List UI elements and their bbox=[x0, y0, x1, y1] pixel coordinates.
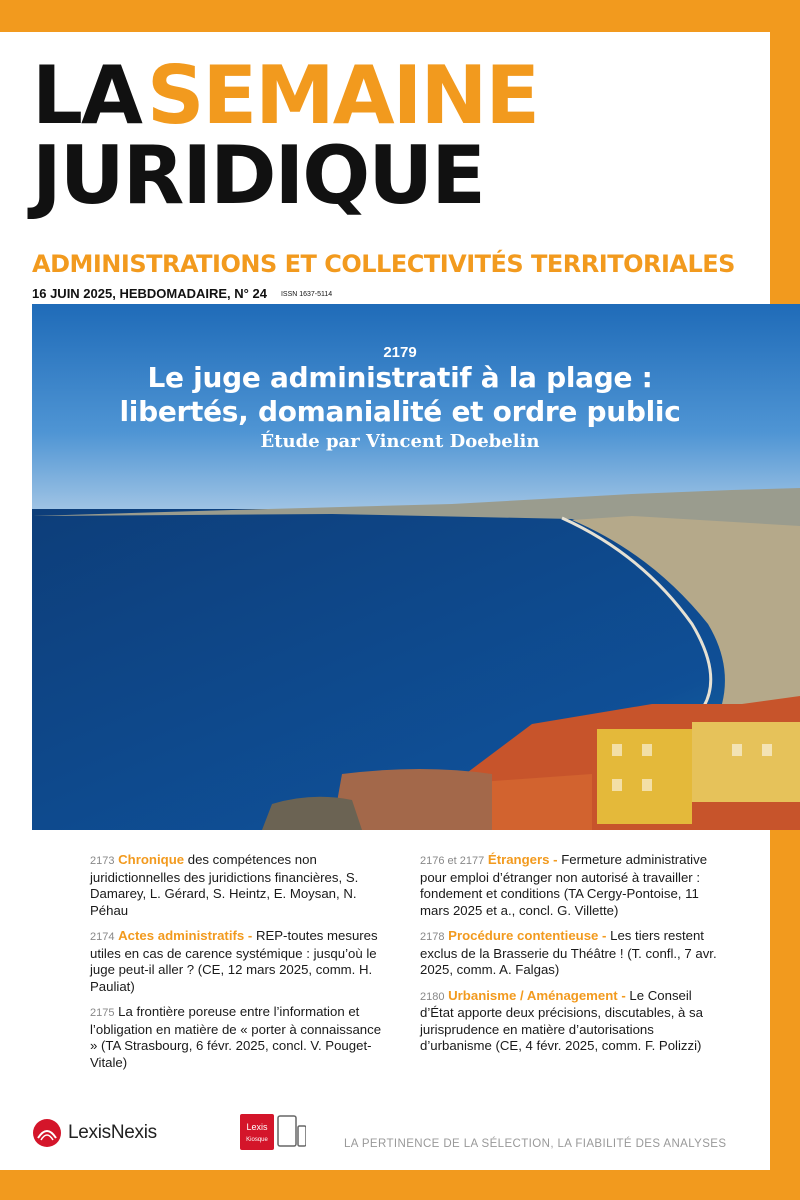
toc-text: REP-toutes mesures utiles en cas de carence systémique : jusqu’où le juge peut-il aller ? (CE, 12 mars 2025, comm. H. Pauliat) bbox=[90, 928, 378, 994]
toc-number: 2180 bbox=[420, 990, 445, 1003]
cover-photo bbox=[32, 304, 800, 830]
masthead-la: LA bbox=[32, 49, 141, 142]
cover-story-title-line-2: libertés, domanialité et ordre public bbox=[119, 395, 681, 428]
issue-date: 16 JUIN 2025, HEBDOMADAIRE, N° 24 bbox=[32, 286, 267, 301]
phone-icon bbox=[298, 1126, 306, 1146]
toc-number: 2176 et 2177 bbox=[420, 855, 485, 867]
toc-text: Le Conseil d’État apporte deux précisions, discutables, à sa jurisprudence en matière d’autorisations d’urbanisme (CE, 4 févr. 2025, comm. F. Polizzi) bbox=[420, 987, 703, 1053]
masthead-line-1 bbox=[32, 49, 539, 142]
tagline: LA PERTINENCE DE LA SÉLECTION, LA FIABILITÉ DES ANALYSES bbox=[344, 1138, 727, 1150]
toc-column-left bbox=[90, 852, 390, 1080]
toc-number: 2174 bbox=[90, 931, 115, 943]
toc-entry bbox=[90, 852, 390, 919]
toc-entry bbox=[420, 852, 720, 919]
toc-category: Chronique bbox=[118, 852, 185, 867]
toc-category: Étrangers - bbox=[487, 852, 558, 867]
toc-text: La frontière poreuse entre l’information et l’obligation en matière de « porter à connaissance » (TA Strasbourg, 6 févr. 2025, concl. V. Pouget-Vitale) bbox=[90, 1004, 382, 1070]
cover-story bbox=[32, 344, 768, 452]
toc-column-right bbox=[420, 852, 720, 1064]
toc-text: Fermeture administrative pour emploi d’étranger non autorisé à travailler : fondement et conditions (TA Cergy-Pontoise, 11 mars 2025 et a., concl. G. Villette) bbox=[420, 852, 708, 918]
toc-text: des compétences non juridictionnelles des juridictions financières, S. Damarey, L. Gérard, S. Heintz, E. Moysan, N. Péhau bbox=[90, 852, 359, 918]
issn: ISSN 1637-5114 bbox=[280, 291, 333, 299]
toc-number: 2173 bbox=[90, 855, 115, 867]
edition-subtitle: ADMINISTRATIONS ET COLLECTIVITÉS TERRITORIALES bbox=[32, 250, 735, 278]
cover-story-number: 2179 bbox=[383, 344, 417, 361]
toc-entry bbox=[90, 1004, 390, 1071]
toc-category: Actes administratifs - bbox=[118, 928, 253, 943]
kiosque-label-1: Lexis bbox=[246, 1122, 268, 1132]
toc-category: Urbanisme / Aménagement - bbox=[448, 987, 626, 1003]
cover-story-title-line-1: Le juge administratif à la plage : bbox=[147, 361, 653, 394]
kiosque-label-2: Kiosque bbox=[246, 1137, 268, 1143]
toc-entry bbox=[420, 928, 720, 979]
lexisnexis-logo bbox=[32, 1118, 157, 1148]
lexisnexis-wordmark: LexisNexis bbox=[68, 1122, 157, 1143]
toc-number: 2175 bbox=[90, 1007, 115, 1019]
toc-entry bbox=[420, 988, 720, 1055]
lexis-kiosque-badge bbox=[240, 1110, 306, 1154]
toc-entry bbox=[90, 928, 390, 995]
masthead-juridique: JURIDIQUE bbox=[32, 129, 484, 222]
lexisnexis-logo-icon bbox=[32, 1118, 62, 1148]
toc-number: 2178 bbox=[420, 931, 445, 943]
tablet-icon bbox=[278, 1116, 296, 1146]
masthead-semaine: SEMAINE bbox=[146, 49, 539, 142]
issue-line bbox=[32, 286, 332, 301]
cover-story-author: Étude par Vincent Doebelin bbox=[260, 431, 540, 452]
toc-text: Les tiers restent exclus de la Brasserie du Théâtre ! (T. confl., 7 avr. 2025, comm. A. Falgas) bbox=[420, 928, 717, 977]
cover-page bbox=[0, 32, 770, 1170]
toc-category: Procédure contentieuse - bbox=[448, 928, 607, 943]
